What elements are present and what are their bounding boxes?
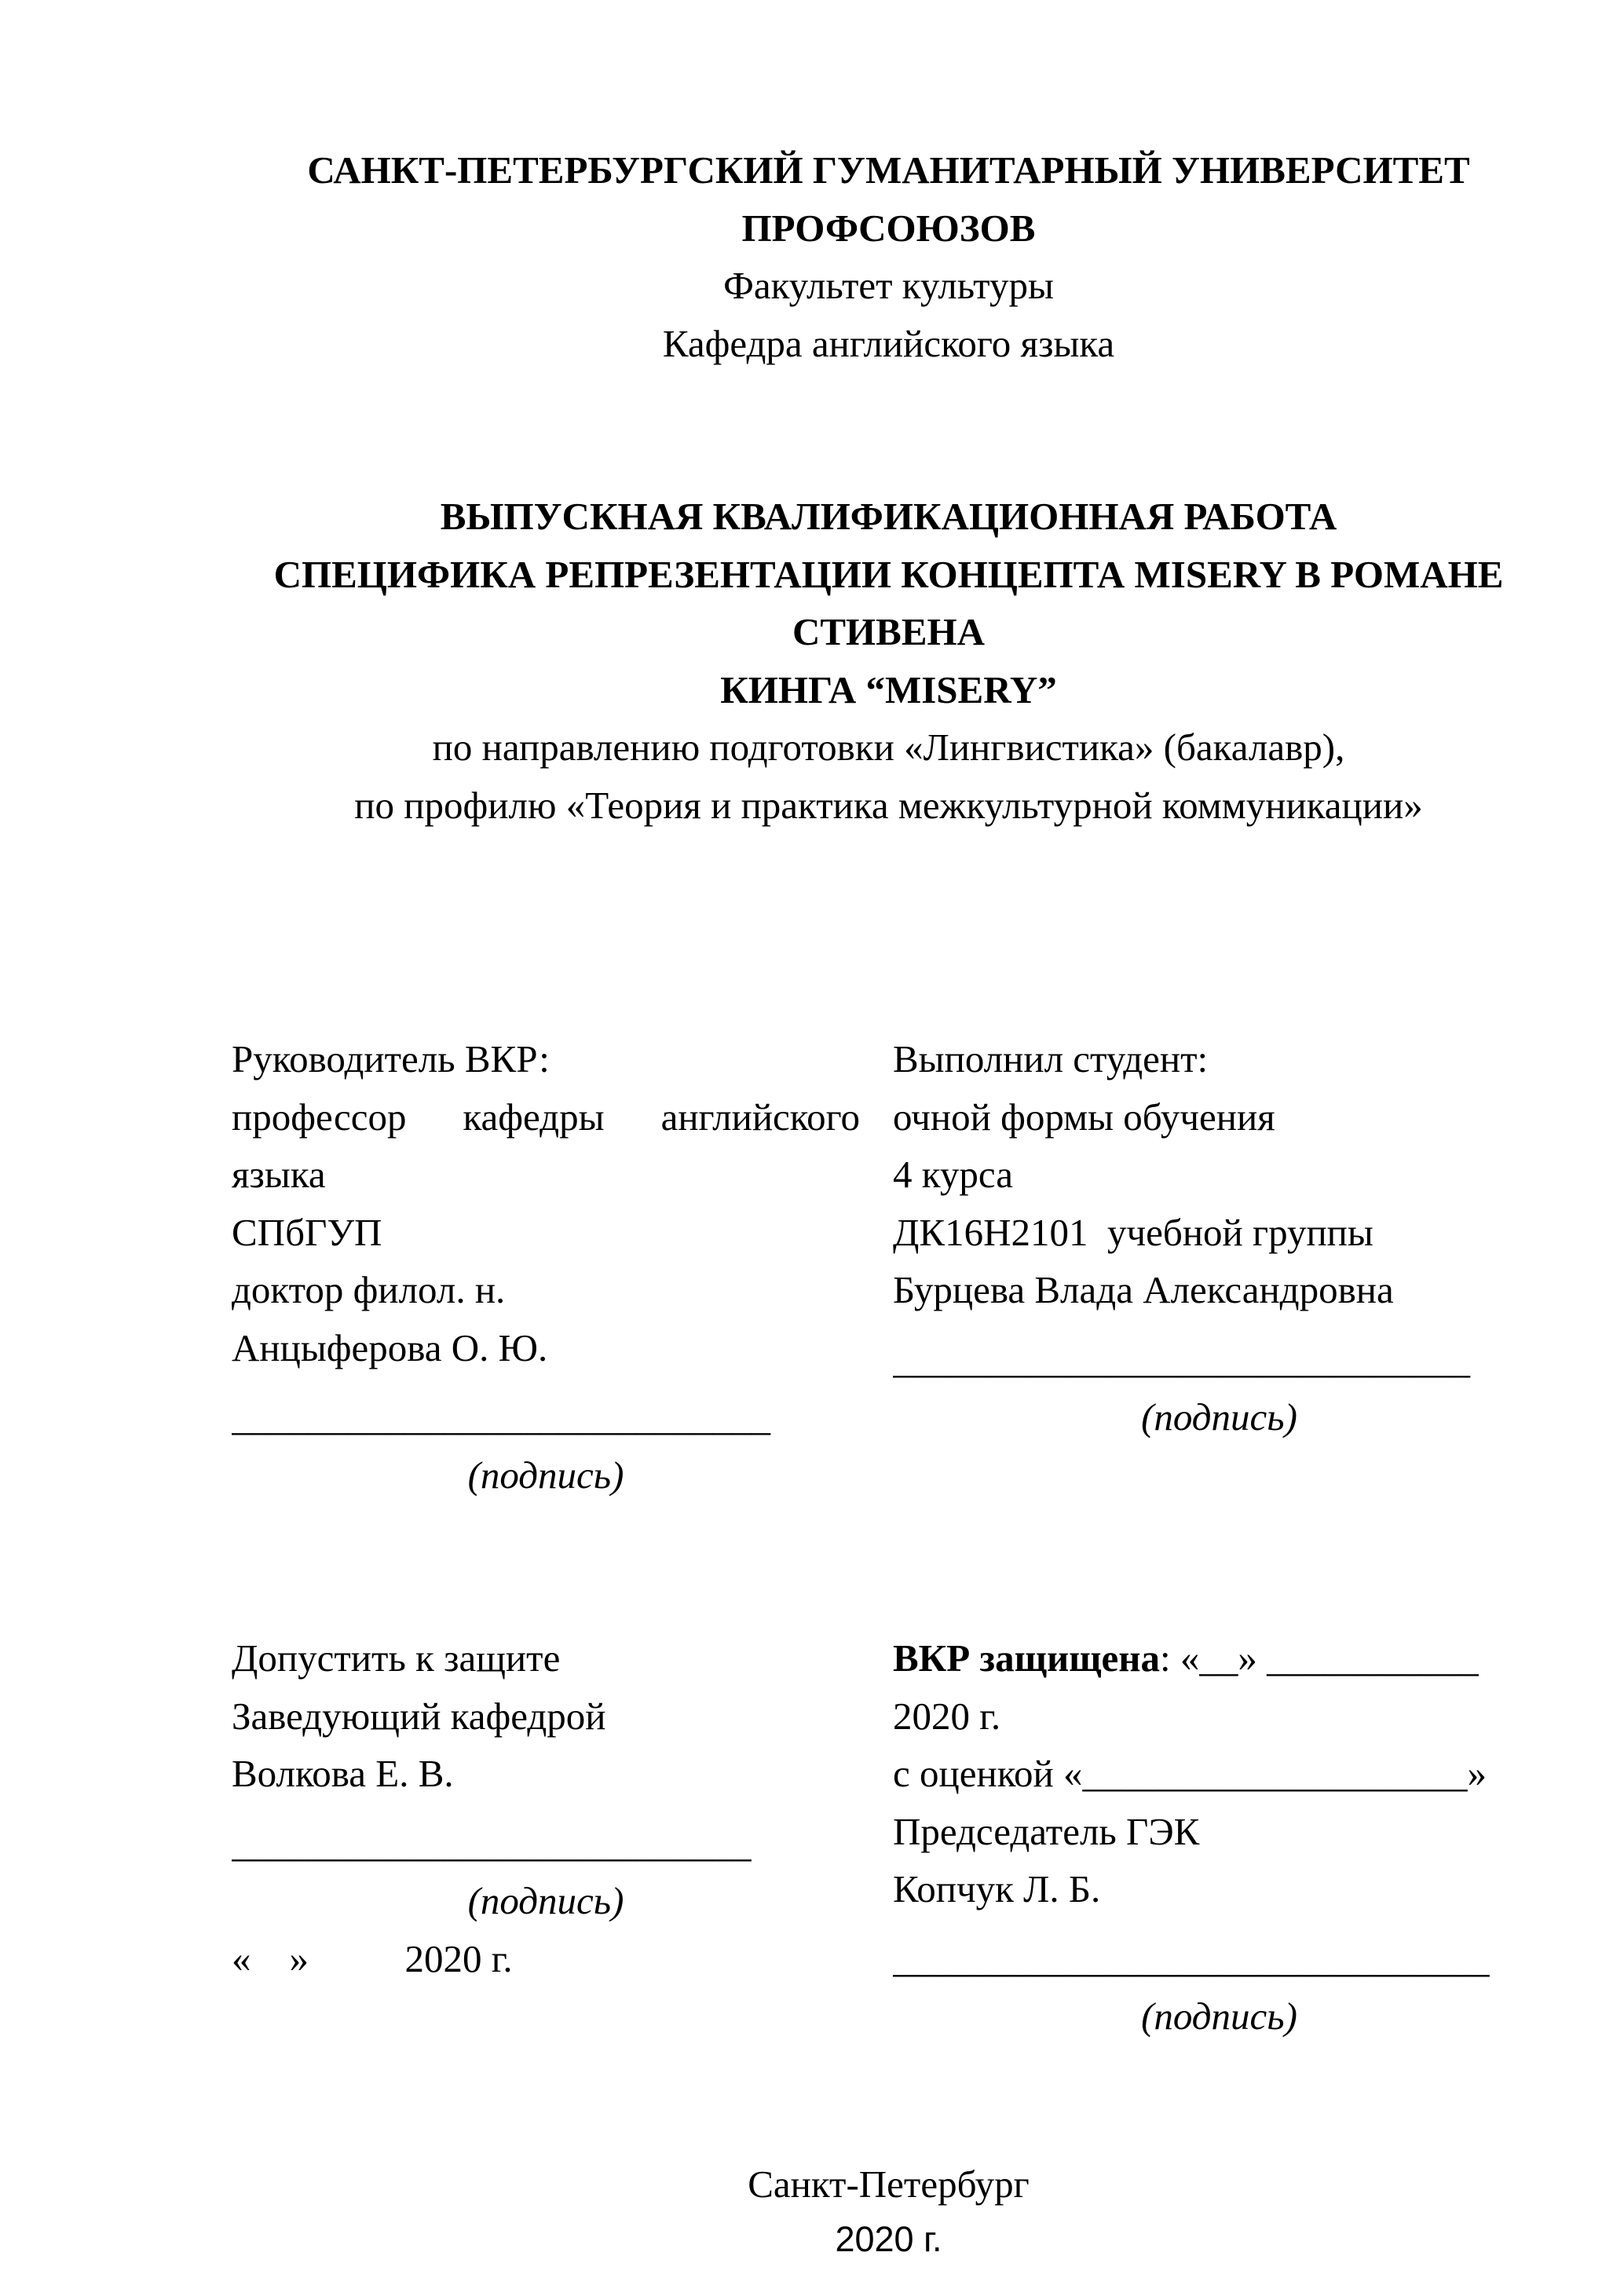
supervisor-degree: доктор филол. н. — [232, 1268, 506, 1311]
admission-head-name: Волкова Е. В. — [232, 1752, 454, 1795]
supervisor-block — [232, 1030, 860, 1504]
signatures-block-bottom — [232, 1629, 1545, 2046]
program-line: по направлению подготовки «Лингвистика» (бакалавр), — [432, 726, 1345, 769]
admission-date-line: « » 2020 г. — [232, 1936, 513, 1980]
student-signature-line: ______________________________ — [893, 1337, 1470, 1381]
title-block — [232, 488, 1545, 834]
supervisor-signature-line: ____________________________ — [232, 1395, 770, 1439]
supervisor-heading: Руководитель ВКР: — [232, 1037, 550, 1080]
admission-signature-line: ___________________________ — [232, 1821, 752, 1865]
student-study-form: очной формы обучения — [893, 1095, 1275, 1139]
supervisor-position-line2: СПбГУП — [232, 1210, 382, 1254]
footer-city: Санкт-Петербург — [748, 2162, 1030, 2206]
defense-defended-label: ВКР защищена — [893, 1636, 1161, 1680]
admission-signature-caption: (подпись) — [467, 1879, 624, 1922]
profile-line: по профилю «Теория и практика межкультурной коммуникации» — [354, 783, 1423, 827]
student-group: ДК16Н2101 учебной группы — [893, 1210, 1373, 1254]
defense-block — [893, 1629, 1545, 2046]
thesis-title-line2: КИНГА “MISERY” — [720, 667, 1057, 711]
supervisor-name: Анцыферова О. Ю. — [232, 1325, 548, 1369]
student-heading: Выполнил студент: — [893, 1037, 1209, 1080]
defense-line — [893, 1629, 1545, 1745]
defense-grade-line: с оценкой «____________________» — [893, 1752, 1487, 1795]
admission-line2: Заведующий кафедрой — [232, 1694, 606, 1738]
defense-signature-caption: (подпись) — [1141, 1994, 1297, 2038]
student-signature-caption: (подпись) — [1141, 1395, 1297, 1439]
signatures-block-top — [232, 1030, 1545, 1504]
footer-block — [232, 2155, 1545, 2266]
supervisor-signature-caption: (подпись) — [467, 1453, 624, 1497]
footer-year: 2020 г. — [835, 2219, 942, 2259]
student-name: Бурцева Влада Александровна — [893, 1268, 1394, 1311]
defense-chair-title: Председатель ГЭК — [893, 1809, 1200, 1853]
admission-block — [232, 1629, 860, 1987]
university-name-line2: ПРОФСОЮЗОВ — [741, 206, 1036, 250]
document-header — [232, 141, 1545, 372]
thesis-title-line1: СПЕЦИФИКА РЕПРЕЗЕНТАЦИИ КОНЦЕПТА MISERY В РОМАНЕ СТИВЕНА — [273, 552, 1504, 653]
work-type-line: ВЫПУСКНАЯ КВАЛИФИКАЦИОННАЯ РАБОТА — [440, 495, 1337, 538]
supervisor-position-line1: профессор кафедры английского языка — [232, 1095, 860, 1196]
faculty-line: Факультет культуры — [723, 264, 1054, 307]
student-year: 4 курса — [893, 1153, 1013, 1196]
defense-defended-rest: : «__» ___________ 2020 г. — [893, 1636, 1488, 1738]
department-line: Кафедра английского языка — [662, 321, 1115, 365]
admission-line1: Допустить к защите — [232, 1636, 561, 1680]
university-name-line1: САНКТ-ПЕТЕРБУРГСКИЙ ГУМАНИТАРНЫЙ УНИВЕРСИТЕТ — [307, 148, 1470, 192]
defense-signature-line: _______________________________ — [893, 1936, 1490, 1980]
student-block — [893, 1030, 1545, 1446]
defense-chair-name: Копчук Л. Б. — [893, 1867, 1101, 1910]
